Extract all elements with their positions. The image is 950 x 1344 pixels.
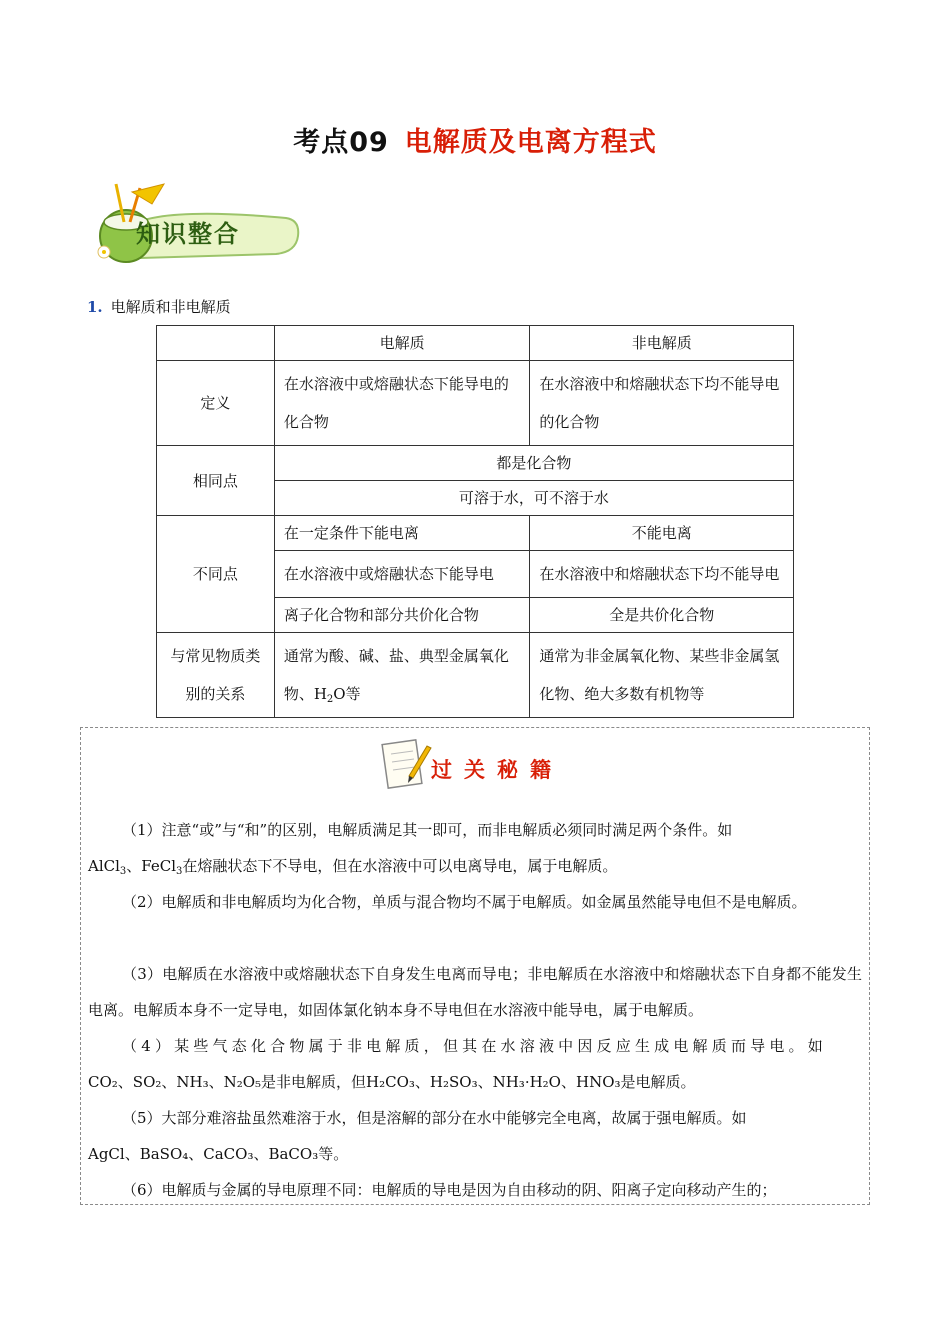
tip-paragraph-5: （5）大部分难溶盐虽然难溶于水，但是溶解的部分在水中能够完全电离，故属于强电解质。如	[122, 1109, 747, 1127]
same-point-1: 都是化合物	[274, 446, 793, 481]
title-topic-number: 考点09	[293, 127, 389, 158]
same-point-2: 可溶于水，可不溶于水	[274, 481, 793, 516]
row-label-definition: 定义	[157, 361, 275, 446]
comparison-table	[156, 325, 794, 718]
diff-2-electrolyte: 在水溶液中或熔融状态下能导电	[274, 551, 530, 598]
definition-electrolyte: 在水溶液中或熔融状态下能导电的化合物	[274, 361, 530, 446]
section-heading	[87, 296, 231, 317]
tip-paragraph-6: （6）电解质与金属的导电原理不同：电解质的导电是因为自由移动的阴、阳离子定向移动产生的；	[122, 1181, 777, 1199]
diff-1-nonelectrolyte: 不能电离	[530, 516, 794, 551]
header-nonelectrolyte: 非电解质	[530, 326, 794, 361]
tip-paragraph-1: （1）注意“或”与“和”的区别，电解质满足其一即可，而非电解质必须同时满足两个条件。如	[122, 821, 733, 839]
title-topic-name: 电解质及电离方程式	[404, 127, 657, 158]
table-cell-empty	[157, 326, 275, 361]
secret-title: 过关秘籍	[431, 758, 563, 782]
tip-paragraph-2: （2）电解质和非电解质均为化合物，单质与混合物均不属于电解质。如金属虽然能导电但不是电解质。	[122, 893, 807, 911]
banner-label: 知识整合	[136, 220, 240, 248]
row-label-diff: 不同点	[157, 516, 275, 633]
row-label-relation: 与常见物质类别的关系	[157, 633, 275, 718]
relation-electrolyte: 通常为酸、碱、盐、典型金属氧化物、$H_2O$等	[274, 633, 530, 718]
diff-1-electrolyte: 在一定条件下能电离	[274, 516, 530, 551]
table-row	[157, 326, 794, 361]
tip-paragraph-1-cont: AlCl$_3$、FeCl$_3$在熔融状态下不导电，但在水溶液中可以电离导电，属于电解质。	[88, 857, 618, 877]
tip-paragraph-3: （3）电解质在水溶液中或熔融状态下自身发生电离而导电；非电解质在水溶液中和熔融状态下自身都不能发生电离。电解质本身不一定导电，如固体氯化钠本身不导电但在水溶液中能导电，属于电解质。	[88, 965, 862, 1019]
tip-paragraph-4: （4）某些气态化合物属于非电解质，但其在水溶液中因反应生成电解质而导电。如	[122, 1037, 827, 1055]
page-title	[0, 120, 950, 159]
table-row	[157, 361, 794, 446]
definition-nonelectrolyte: 在水溶液中和熔融状态下均不能导电的化合物	[530, 361, 794, 446]
table-row	[157, 446, 794, 481]
relation-nonelectrolyte: 通常为非金属氧化物、某些非金属氢化物、绝大多数有机物等	[530, 633, 794, 718]
tip-paragraph-5-cont: AgCl、BaSO₄、CaCO₃、BaCO₃等。	[88, 1145, 349, 1163]
table-row	[157, 516, 794, 551]
tip-paragraph-4-cont: CO₂、SO₂、NH₃、N₂O₅是非电解质，但H₂CO₃、H₂SO₃、NH₃·H₂O、HNO₃是电解质。	[88, 1073, 696, 1091]
section-number: 1.	[87, 298, 103, 316]
diff-3-nonelectrolyte: 全是共价化合物	[530, 598, 794, 633]
section-title: 电解质和非电解质	[110, 298, 231, 316]
diff-3-electrolyte: 离子化合物和部分共价化合物	[274, 598, 530, 633]
row-label-same: 相同点	[157, 446, 275, 516]
header-electrolyte: 电解质	[274, 326, 530, 361]
table-row	[157, 633, 794, 718]
diff-2-nonelectrolyte: 在水溶液中和熔融状态下均不能导电	[530, 551, 794, 598]
